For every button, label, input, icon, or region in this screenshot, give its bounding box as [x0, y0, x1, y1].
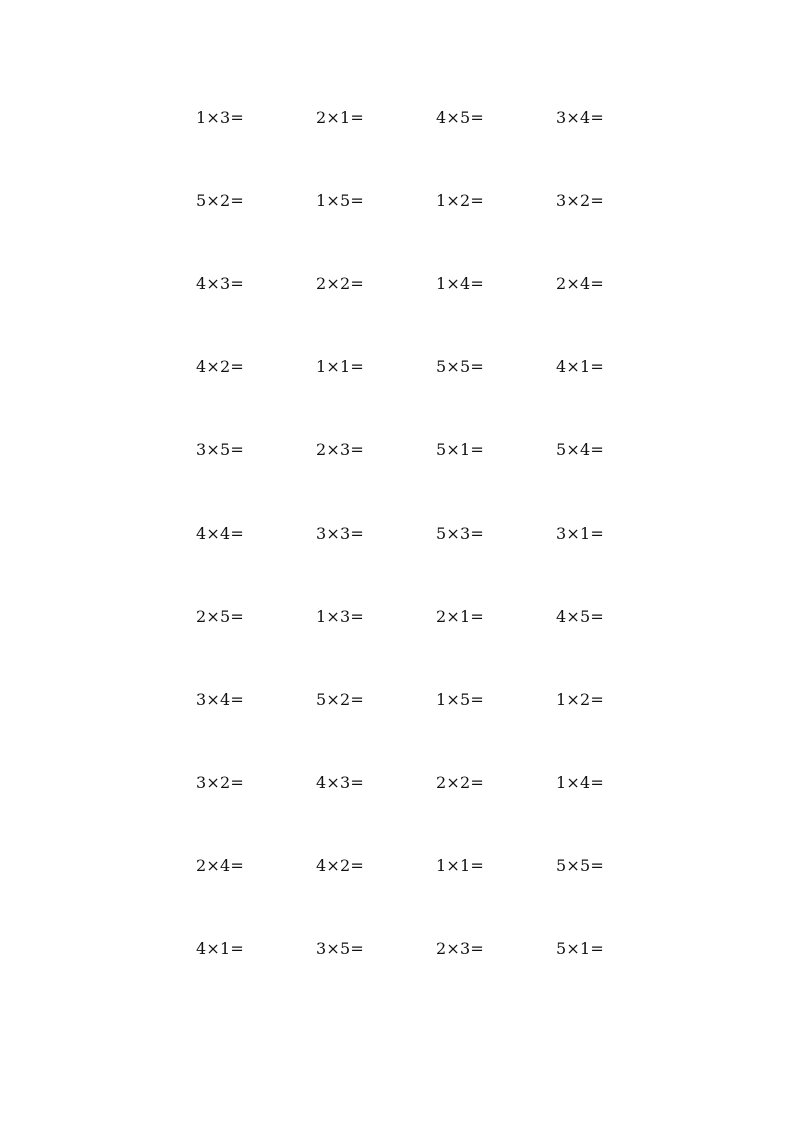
math-problem: 4×5= — [436, 108, 484, 127]
math-problem: 1×5= — [436, 690, 484, 709]
math-problem: 2×4= — [556, 274, 604, 293]
math-problem: 1×3= — [196, 108, 244, 127]
math-problem: 1×2= — [556, 690, 604, 709]
math-problem: 5×5= — [556, 856, 604, 875]
math-problem: 5×5= — [436, 357, 484, 376]
math-problem: 1×4= — [556, 773, 604, 792]
math-problem: 4×5= — [556, 607, 604, 626]
math-problem: 4×2= — [196, 357, 244, 376]
math-problem: 5×4= — [556, 440, 604, 459]
math-problem: 1×4= — [436, 274, 484, 293]
math-problem: 3×2= — [196, 773, 244, 792]
math-problem: 2×3= — [436, 939, 484, 958]
math-problem: 3×1= — [556, 524, 604, 543]
math-problem: 1×1= — [436, 856, 484, 875]
math-problem: 1×3= — [316, 607, 364, 626]
math-problem: 2×1= — [316, 108, 364, 127]
math-problem: 5×1= — [556, 939, 604, 958]
math-problem: 2×2= — [316, 274, 364, 293]
math-problem: 4×3= — [316, 773, 364, 792]
math-problem: 2×4= — [196, 856, 244, 875]
math-problem: 5×1= — [436, 440, 484, 459]
math-problem: 2×3= — [316, 440, 364, 459]
math-problem: 3×3= — [316, 524, 364, 543]
math-problem: 3×4= — [556, 108, 604, 127]
math-problem: 2×5= — [196, 607, 244, 626]
math-problem: 5×2= — [316, 690, 364, 709]
math-problem: 1×2= — [436, 191, 484, 210]
math-problem: 3×2= — [556, 191, 604, 210]
math-problem: 1×5= — [316, 191, 364, 210]
math-problem: 4×1= — [196, 939, 244, 958]
math-problem: 4×4= — [196, 524, 244, 543]
math-problem: 2×1= — [436, 607, 484, 626]
math-problem: 5×3= — [436, 524, 484, 543]
math-problem: 4×3= — [196, 274, 244, 293]
math-problem: 2×2= — [436, 773, 484, 792]
math-problem: 4×1= — [556, 357, 604, 376]
math-problem: 1×1= — [316, 357, 364, 376]
math-problem: 3×5= — [196, 440, 244, 459]
math-problem: 4×2= — [316, 856, 364, 875]
math-problem: 5×2= — [196, 191, 244, 210]
math-problem: 3×5= — [316, 939, 364, 958]
math-problem: 3×4= — [196, 690, 244, 709]
